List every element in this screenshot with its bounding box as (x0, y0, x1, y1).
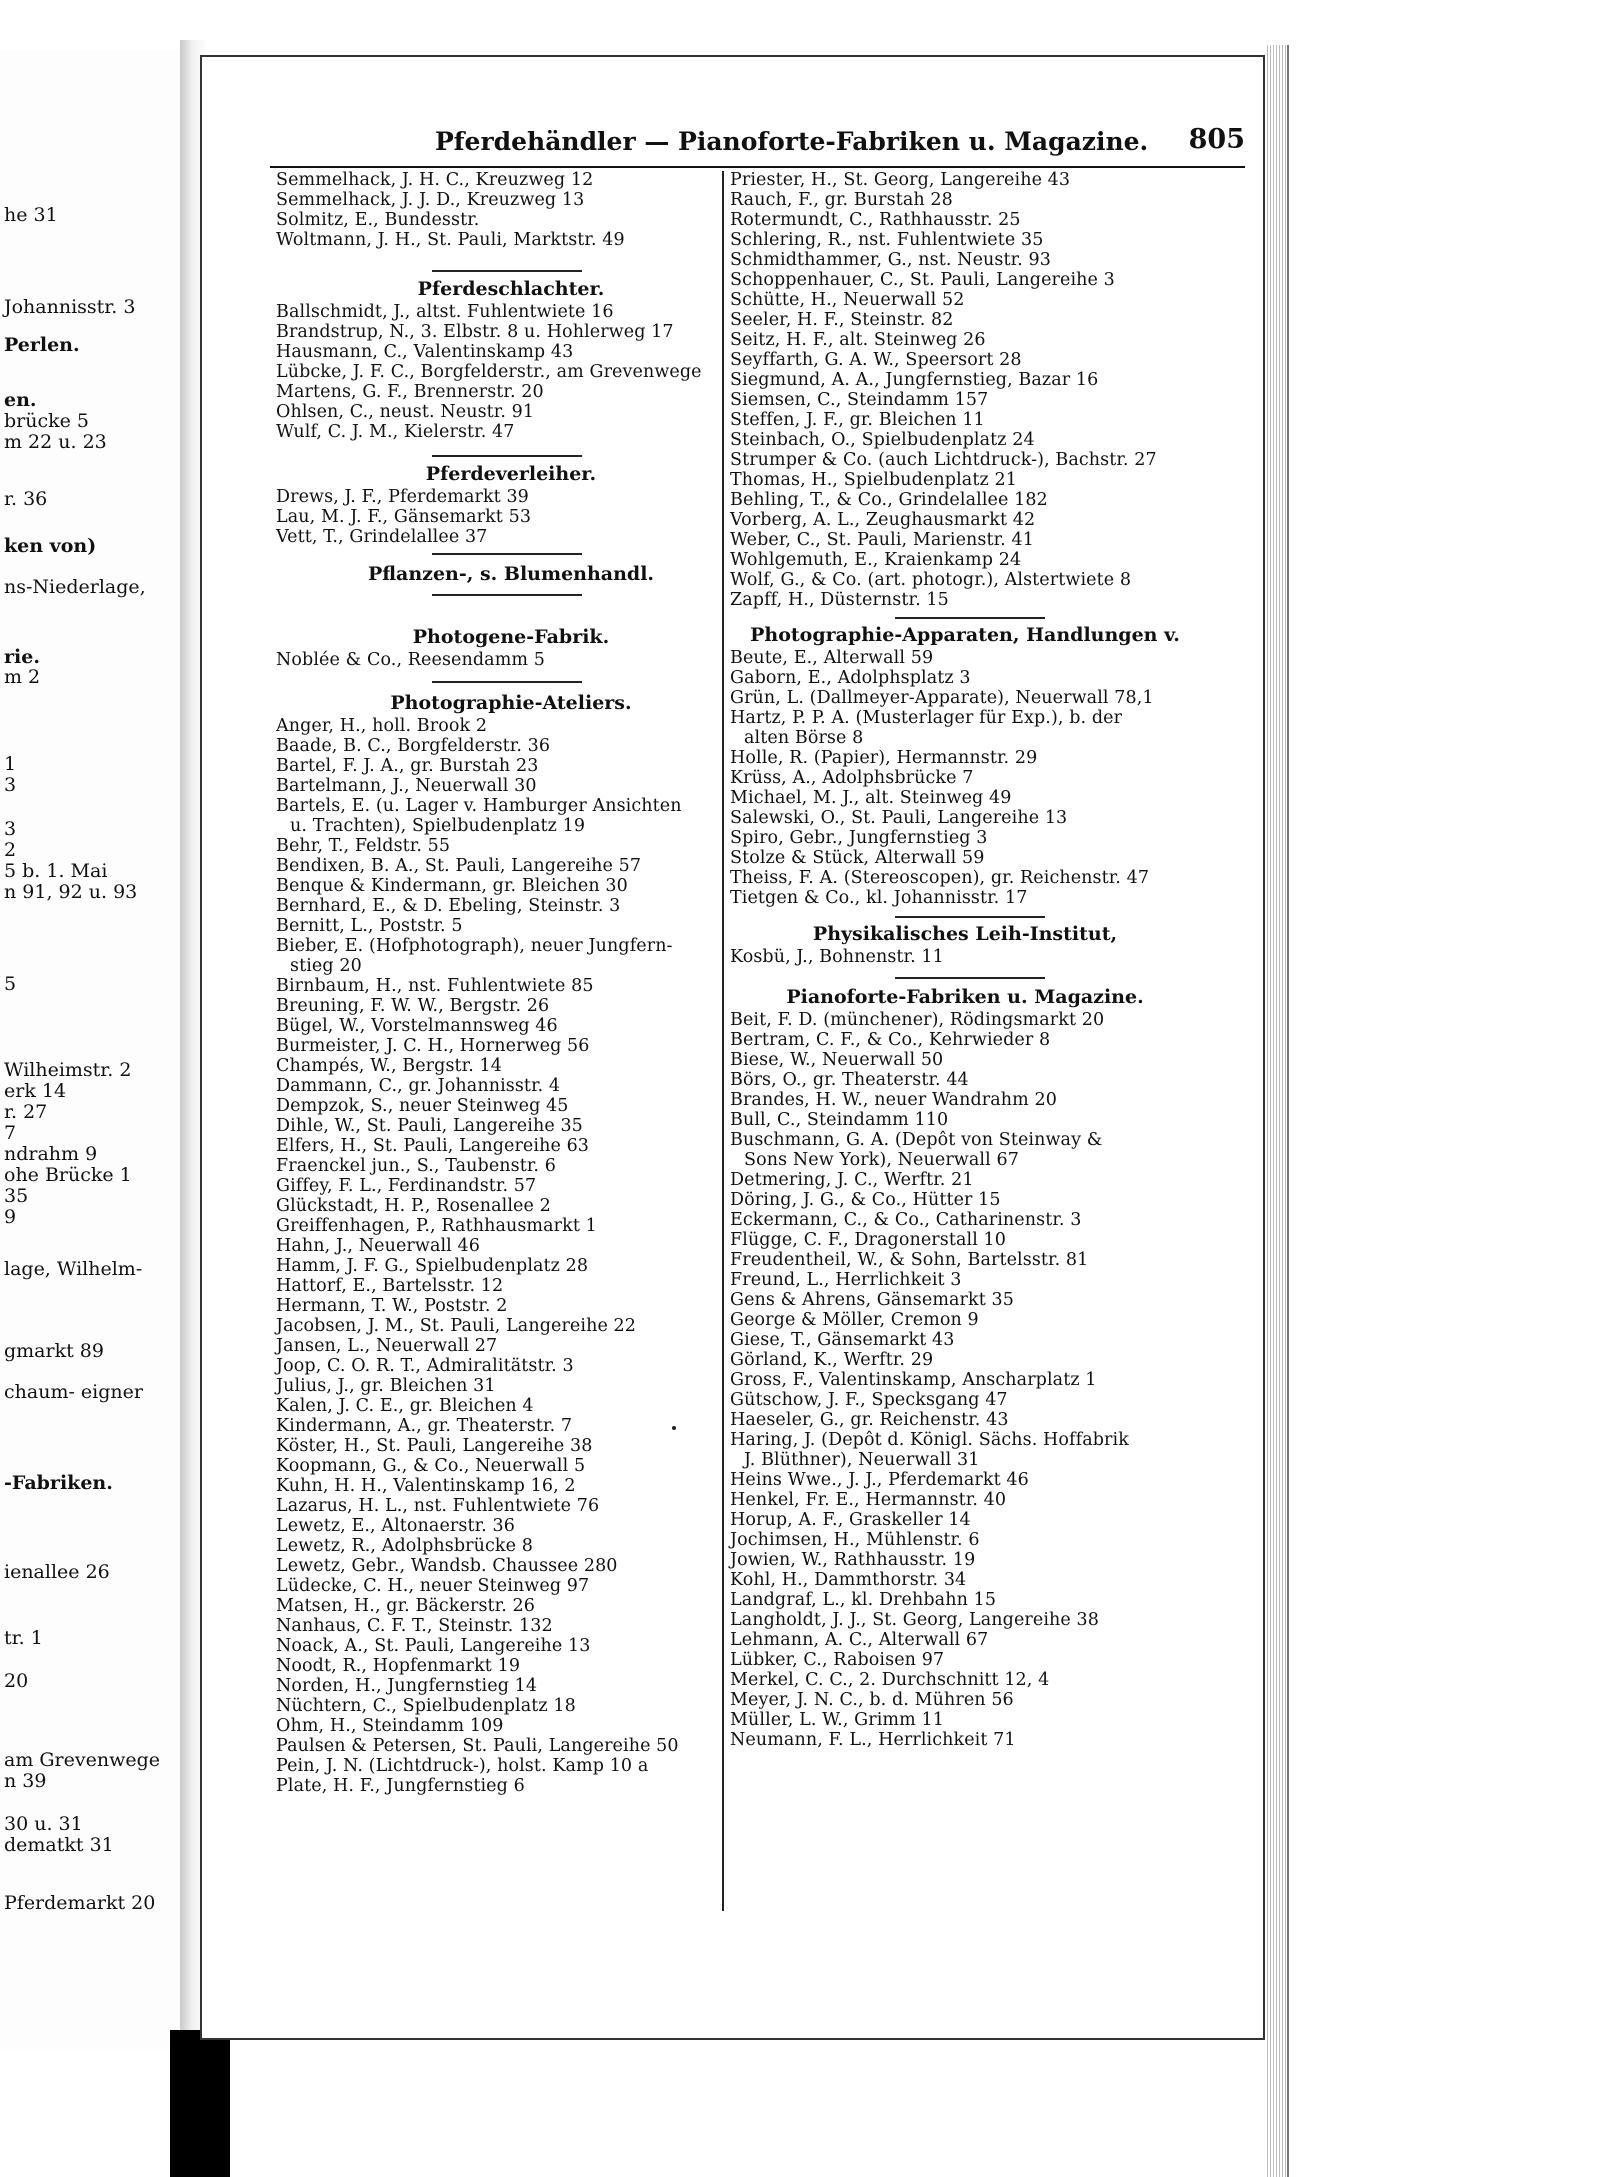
previous-page-text-fragment: he 31 (4, 204, 58, 226)
directory-entry: Jochimsen, H., Mühlenstr. 6 (730, 1530, 980, 1550)
previous-page-text-fragment: ienallee 26 (4, 1561, 110, 1583)
directory-entry: Breuning, F. W. W., Bergstr. 26 (276, 996, 550, 1016)
directory-entry: Burmeister, J. C. H., Hornerweg 56 (276, 1036, 590, 1056)
directory-entry: Fraenckel jun., S., Taubenstr. 6 (276, 1156, 556, 1176)
directory-entry: Behr, T., Feldstr. 55 (276, 836, 451, 856)
previous-page-text-fragment: -Fabriken. (4, 1472, 113, 1494)
directory-entry: Jacobsen, J. M., St. Pauli, Langereihe 22 (276, 1316, 637, 1336)
directory-entry: Lehmann, A. C., Alterwall 67 (730, 1630, 989, 1650)
directory-entry: Landgraf, L., kl. Drehbahn 15 (730, 1590, 997, 1610)
section-separator (432, 681, 582, 683)
directory-entry: Plate, H. F., Jungfernstieg 6 (276, 1776, 525, 1796)
directory-entry: Solmitz, E., Bundesstr. (276, 210, 480, 230)
directory-entry: Semmelhack, J. H. C., Kreuzweg 12 (276, 170, 594, 190)
section-separator (432, 270, 582, 272)
directory-entry: Lazarus, H. L., nst. Fuhlentwiete 76 (276, 1496, 600, 1516)
directory-entry: Neumann, F. L., Herrlichkeit 71 (730, 1730, 1016, 1750)
directory-entry: Norden, H., Jungfernstieg 14 (276, 1676, 538, 1696)
directory-entry: Tietgen & Co., kl. Johannisstr. 17 (730, 888, 1028, 908)
directory-entry: Horup, A. F., Graskeller 14 (730, 1510, 971, 1530)
binding-shadow (170, 2030, 230, 2177)
section-separator (432, 594, 582, 596)
directory-entry: Siegmund, A. A., Jungfernstieg, Bazar 16 (730, 370, 1099, 390)
directory-entry: Vorberg, A. L., Zeughausmarkt 42 (730, 510, 1036, 530)
previous-page-text-fragment: 9 (4, 1206, 17, 1228)
directory-entry: Gaborn, E., Adolphsplatz 3 (730, 668, 971, 688)
previous-page-text-fragment: 5 b. 1. Mai (4, 860, 108, 882)
section-separator (895, 916, 1045, 918)
directory-entry: Beute, E., Alterwall 59 (730, 648, 934, 668)
directory-entry: Bieber, E. (Hofphotograph), neuer Jungfern- (276, 936, 673, 956)
section-heading: Pferdeschlachter. (417, 278, 605, 300)
directory-entry: Julius, J., gr. Bleichen 31 (276, 1376, 496, 1396)
previous-page-text-fragment: dematkt 31 (4, 1834, 114, 1856)
directory-entry: Brandes, H. W., neuer Wandrahm 20 (730, 1090, 1057, 1110)
previous-page-text-fragment: ns-Niederlage, (4, 576, 146, 598)
directory-entry: Bernitt, L., Poststr. 5 (276, 916, 463, 936)
ink-speck (672, 1426, 676, 1430)
directory-entry: Matsen, H., gr. Bäckerstr. 26 (276, 1596, 536, 1616)
directory-entry: Müller, L. W., Grimm 11 (730, 1710, 944, 1730)
directory-entry: Meyer, J. N. C., b. d. Mühren 56 (730, 1690, 1014, 1710)
previous-page-text-fragment: m 2 (4, 666, 41, 688)
previous-page-text-fragment: n 39 (4, 1770, 47, 1792)
previous-page-text-fragment: Pferdemarkt 20 (4, 1892, 156, 1914)
directory-entry: Haring, J. (Depôt d. Königl. Sächs. Hoffabrik (730, 1430, 1129, 1450)
previous-page-text-fragment: n 91, 92 u. 93 (4, 881, 138, 903)
directory-entry-continuation: Sons New York), Neuerwall 67 (744, 1150, 1019, 1170)
directory-entry: Lübcke, J. F. C., Borgfelderstr., am Grevenwege (276, 362, 702, 382)
directory-entry: Noack, A., St. Pauli, Langereihe 13 (276, 1636, 591, 1656)
directory-entry: Noblée & Co., Reesendamm 5 (276, 650, 545, 670)
previous-page-text-fragment: 35 (4, 1185, 29, 1207)
directory-entry: Benque & Kindermann, gr. Bleichen 30 (276, 876, 628, 896)
directory-entry: Beit, F. D. (münchener), Rödingsmarkt 20 (730, 1010, 1105, 1030)
directory-entry: Görland, K., Werftr. 29 (730, 1350, 934, 1370)
page-number: 805 (1188, 124, 1245, 155)
directory-entry: Seitz, H. F., alt. Steinweg 26 (730, 330, 986, 350)
directory-entry-continuation: stieg 20 (290, 956, 362, 976)
previous-page-text-fragment: 3 (4, 774, 17, 796)
header-rule (270, 166, 1245, 168)
previous-page-text-fragment: am Grevenwege (4, 1749, 161, 1771)
previous-page-text-fragment: brücke 5 (4, 410, 90, 432)
previous-page-text-fragment: tr. 1 (4, 1627, 43, 1649)
directory-entry: Elfers, H., St. Pauli, Langereihe 63 (276, 1136, 590, 1156)
directory-entry: Wohlgemuth, E., Kraienkamp 24 (730, 550, 1022, 570)
directory-entry-continuation: alten Börse 8 (744, 728, 864, 748)
directory-entry: Thomas, H., Spielbudenplatz 21 (730, 470, 1017, 490)
previous-page-text-fragment: Johannisstr. 3 (4, 296, 136, 318)
directory-entry: Rauch, F., gr. Burstah 28 (730, 190, 953, 210)
directory-entry: Merkel, C. C., 2. Durchschnitt 12, 4 (730, 1670, 1050, 1690)
directory-entry: Buschmann, G. A. (Depôt von Steinway & (730, 1130, 1103, 1150)
previous-page-text-fragment: ken von) (4, 535, 97, 557)
directory-entry: Haeseler, G., gr. Reichenstr. 43 (730, 1410, 1009, 1430)
directory-entry: Kuhn, H. H., Valentinskamp 16, 2 (276, 1476, 576, 1496)
directory-entry: Steffen, J. F., gr. Bleichen 11 (730, 410, 985, 430)
directory-entry: Kindermann, A., gr. Theaterstr. 7 (276, 1416, 573, 1436)
directory-entry: Nanhaus, C. F. T., Steinstr. 132 (276, 1616, 553, 1636)
directory-entry: Lewetz, R., Adolphsbrücke 8 (276, 1536, 533, 1556)
directory-entry: Lübker, C., Raboisen 97 (730, 1650, 945, 1670)
directory-entry: Behling, T., & Co., Grindelallee 182 (730, 490, 1048, 510)
previous-page-text-fragment: 2 (4, 839, 17, 861)
directory-entry: Jansen, L., Neuerwall 27 (276, 1336, 498, 1356)
directory-entry: Holle, R. (Papier), Hermannstr. 29 (730, 748, 1038, 768)
directory-entry: Grün, L. (Dallmeyer-Apparate), Neuerwall 78,1 (730, 688, 1154, 708)
directory-entry: Flügge, C. F., Dragonerstall 10 (730, 1230, 1007, 1250)
previous-page-text-fragment: r. 36 (4, 488, 48, 510)
previous-page-text-fragment: rie. (4, 646, 40, 668)
section-heading: Photogene-Fabrik. (412, 626, 610, 648)
directory-entry: Bartels, E. (u. Lager v. Hamburger Ansichten (276, 796, 682, 816)
directory-entry: Hermann, T. W., Poststr. 2 (276, 1296, 508, 1316)
directory-entry: Strumper & Co. (auch Lichtdruck-), Bachstr. 27 (730, 450, 1157, 470)
section-heading: Physikalisches Leih-Institut, (812, 923, 1118, 945)
previous-page-text-fragment: 30 u. 31 (4, 1813, 83, 1835)
directory-entry: Nüchtern, C., Spielbudenplatz 18 (276, 1696, 576, 1716)
directory-entry: Kalen, J. C. E., gr. Bleichen 4 (276, 1396, 534, 1416)
previous-page-text-fragment: 3 (4, 818, 17, 840)
directory-entry: Martens, G. F., Brennerstr. 20 (276, 382, 544, 402)
directory-entry: Schoppenhauer, C., St. Pauli, Langereihe 3 (730, 270, 1115, 290)
directory-entry: Hamm, J. F. G., Spielbudenplatz 28 (276, 1256, 589, 1276)
directory-entry: Ohlsen, C., neust. Neustr. 91 (276, 402, 535, 422)
directory-entry: Dihle, W., St. Pauli, Langereihe 35 (276, 1116, 583, 1136)
directory-entry: Gross, F., Valentinskamp, Anscharplatz 1 (730, 1370, 1097, 1390)
directory-entry: Henkel, Fr. E., Hermannstr. 40 (730, 1490, 1007, 1510)
directory-entry: Heins Wwe., J. J., Pferdemarkt 46 (730, 1470, 1029, 1490)
directory-entry: Dammann, C., gr. Johannisstr. 4 (276, 1076, 561, 1096)
directory-entry: Baade, B. C., Borgfelderstr. 36 (276, 736, 551, 756)
previous-page-text-fragment: 1 (4, 753, 17, 775)
directory-entry: Anger, H., holl. Brook 2 (276, 716, 488, 736)
previous-page-text-fragment: m 22 u. 23 (4, 431, 107, 453)
previous-page-text-fragment: 20 (4, 1670, 29, 1692)
directory-entry: Seyffarth, G. A. W., Speersort 28 (730, 350, 1022, 370)
directory-entry: Bertram, C. F., & Co., Kehrwieder 8 (730, 1030, 1051, 1050)
directory-entry: Noodt, R., Hopfenmarkt 19 (276, 1656, 521, 1676)
directory-entry: Bartel, F. J. A., gr. Burstah 23 (276, 756, 539, 776)
directory-entry: Spiro, Gebr., Jungfernstieg 3 (730, 828, 988, 848)
directory-entry: Kosbü, J., Bohnenstr. 11 (730, 947, 944, 967)
directory-entry: Birnbaum, H., nst. Fuhlentwiete 85 (276, 976, 594, 996)
directory-entry: Schütte, H., Neuerwall 52 (730, 290, 965, 310)
directory-entry: Siemsen, C., Steindamm 157 (730, 390, 989, 410)
directory-entry: Brandstrup, N., 3. Elbstr. 8 u. Hohlerweg 17 (276, 322, 674, 342)
directory-entry: Köster, H., St. Pauli, Langereihe 38 (276, 1436, 593, 1456)
directory-entry: Langholdt, J. J., St. Georg, Langereihe 38 (730, 1610, 1099, 1630)
directory-entry: Weber, C., St. Pauli, Marienstr. 41 (730, 530, 1034, 550)
directory-entry: Greiffenhagen, P., Rathhausmarkt 1 (276, 1216, 597, 1236)
directory-entry: Rotermundt, C., Rathhausstr. 25 (730, 210, 1021, 230)
directory-entry: Pein, J. N. (Lichtdruck-), holst. Kamp 10 a (276, 1756, 649, 1776)
previous-page-text-fragment: Wilheimstr. 2 (4, 1059, 132, 1081)
directory-entry: Bendixen, B. A., St. Pauli, Langereihe 57 (276, 856, 642, 876)
directory-entry: Giese, T., Gänsemarkt 43 (730, 1330, 955, 1350)
directory-entry: Paulsen & Petersen, St. Pauli, Langereihe 50 (276, 1736, 679, 1756)
previous-page-text-fragment: lage, Wilhelm- (4, 1258, 143, 1280)
section-heading: Photographie-Ateliers. (390, 692, 632, 714)
directory-entry: Salewski, O., St. Pauli, Langereihe 13 (730, 808, 1068, 828)
section-separator (895, 617, 1045, 619)
directory-entry: Schmidthammer, G., nst. Neustr. 93 (730, 250, 1051, 270)
directory-entry: Joop, C. O. R. T., Admiralitätstr. 3 (276, 1356, 574, 1376)
section-heading: Pferdeverleiher. (425, 463, 597, 485)
directory-entry: Semmelhack, J. J. D., Kreuzweg 13 (276, 190, 585, 210)
directory-entry: Ballschmidt, J., altst. Fuhlentwiete 16 (276, 302, 614, 322)
directory-entry: Vett, T., Grindelallee 37 (276, 527, 488, 547)
directory-entry: Giffey, F. L., Ferdinandstr. 57 (276, 1176, 537, 1196)
directory-entry: Theiss, F. A. (Stereoscopen), gr. Reichenstr. 47 (730, 868, 1150, 888)
directory-entry: Wulf, C. J. M., Kielerstr. 47 (276, 422, 515, 442)
directory-entry: Wolf, G., & Co. (art. photogr.), Alstertwiete 8 (730, 570, 1132, 590)
directory-entry: Seeler, H. F., Steinstr. 82 (730, 310, 954, 330)
directory-entry: Woltmann, J. H., St. Pauli, Marktstr. 49 (276, 230, 625, 250)
directory-entry: Bartelmann, J., Neuerwall 30 (276, 776, 537, 796)
page-title: Pferdehändler — Pianoforte-Fabriken u. Magazine. (435, 127, 1149, 156)
directory-entry-continuation: J. Blüthner), Neuerwall 31 (744, 1450, 980, 1470)
directory-entry: Hahn, J., Neuerwall 46 (276, 1236, 481, 1256)
directory-entry: Hausmann, C., Valentinskamp 43 (276, 342, 574, 362)
directory-entry: Jowien, W., Rathhausstr. 19 (730, 1550, 976, 1570)
section-separator (432, 455, 582, 457)
directory-entry: Börs, O., gr. Theaterstr. 44 (730, 1070, 969, 1090)
directory-entry: Lewetz, E., Altonaerstr. 36 (276, 1516, 515, 1536)
directory-entry: Kohl, H., Dammthorstr. 34 (730, 1570, 967, 1590)
previous-page-text-fragment: 7 (4, 1122, 17, 1144)
previous-page-text-fragment: Perlen. (4, 334, 80, 356)
directory-entry: Glückstadt, H. P., Rosenallee 2 (276, 1196, 551, 1216)
previous-page-text-fragment: en. (4, 389, 37, 411)
directory-entry: Schlering, R., nst. Fuhlentwiete 35 (730, 230, 1044, 250)
directory-entry: Bull, C., Steindamm 110 (730, 1110, 949, 1130)
directory-entry: Freudentheil, W., & Sohn, Bartelsstr. 81 (730, 1250, 1089, 1270)
directory-entry: Koopmann, G., & Co., Neuerwall 5 (276, 1456, 586, 1476)
section-separator (432, 553, 582, 555)
directory-entry: Bernhard, E., & D. Ebeling, Steinstr. 3 (276, 896, 621, 916)
previous-page-fragment (0, 50, 187, 2050)
page-stack-edge (1265, 45, 1289, 2177)
previous-page-text-fragment: ndrahm 9 (4, 1143, 98, 1165)
section-heading: Photographie-Apparaten, Handlungen v. (750, 624, 1180, 646)
column-divider (722, 171, 724, 1911)
directory-entry: Drews, J. F., Pferdemarkt 39 (276, 487, 529, 507)
directory-entry: Priester, H., St. Georg, Langereihe 43 (730, 170, 1071, 190)
directory-entry: Champés, W., Bergstr. 14 (276, 1056, 503, 1076)
directory-entry: Ohm, H., Steindamm 109 (276, 1716, 504, 1736)
directory-entry: Freund, L., Herrlichkeit 3 (730, 1270, 962, 1290)
directory-entry: Zapff, H., Düsternstr. 15 (730, 590, 949, 610)
directory-entry: Hartz, P. P. A. (Musterlager für Exp.), b. der (730, 708, 1123, 728)
directory-entry: Gens & Ahrens, Gänsemarkt 35 (730, 1290, 1014, 1310)
previous-page-text-fragment: erk 14 (4, 1080, 67, 1102)
directory-entry: Krüss, A., Adolphsbrücke 7 (730, 768, 974, 788)
directory-entry: Bügel, W., Vorstelmannsweg 46 (276, 1016, 558, 1036)
directory-entry: Stolze & Stück, Alterwall 59 (730, 848, 985, 868)
directory-entry: Lau, M. J. F., Gänsemarkt 53 (276, 507, 532, 527)
directory-entry: George & Möller, Cremon 9 (730, 1310, 979, 1330)
previous-page-text-fragment: ohe Brücke 1 (4, 1164, 132, 1186)
section-separator (895, 977, 1045, 979)
directory-entry: Lewetz, Gebr., Wandsb. Chaussee 280 (276, 1556, 618, 1576)
section-heading: Pianoforte-Fabriken u. Magazine. (786, 986, 1144, 1008)
previous-page-text-fragment: 5 (4, 973, 17, 995)
directory-entry: Biese, W., Neuerwall 50 (730, 1050, 944, 1070)
directory-entry: Gütschow, J. F., Specksgang 47 (730, 1390, 1008, 1410)
directory-entry-continuation: u. Trachten), Spielbudenplatz 19 (290, 816, 586, 836)
directory-entry: Döring, J. G., & Co., Hütter 15 (730, 1190, 1001, 1210)
previous-page-text-fragment: chaum- eigner (4, 1381, 143, 1403)
directory-entry: Hattorf, E., Bartelsstr. 12 (276, 1276, 504, 1296)
previous-page-text-fragment: r. 27 (4, 1101, 48, 1123)
directory-entry: Eckermann, C., & Co., Catharinenstr. 3 (730, 1210, 1082, 1230)
running-header (235, 124, 1245, 157)
directory-entry: Detmering, J. C., Werftr. 21 (730, 1170, 974, 1190)
directory-entry: Dempzok, S., neuer Steinweg 45 (276, 1096, 569, 1116)
directory-entry: Lüdecke, C. H., neuer Steinweg 97 (276, 1576, 590, 1596)
directory-entry: Michael, M. J., alt. Steinweg 49 (730, 788, 1012, 808)
directory-entry: Steinbach, O., Spielbudenplatz 24 (730, 430, 1035, 450)
previous-page-text-fragment: gmarkt 89 (4, 1340, 104, 1362)
section-heading: Pflanzen-, s. Blumenhandl. (367, 563, 655, 585)
